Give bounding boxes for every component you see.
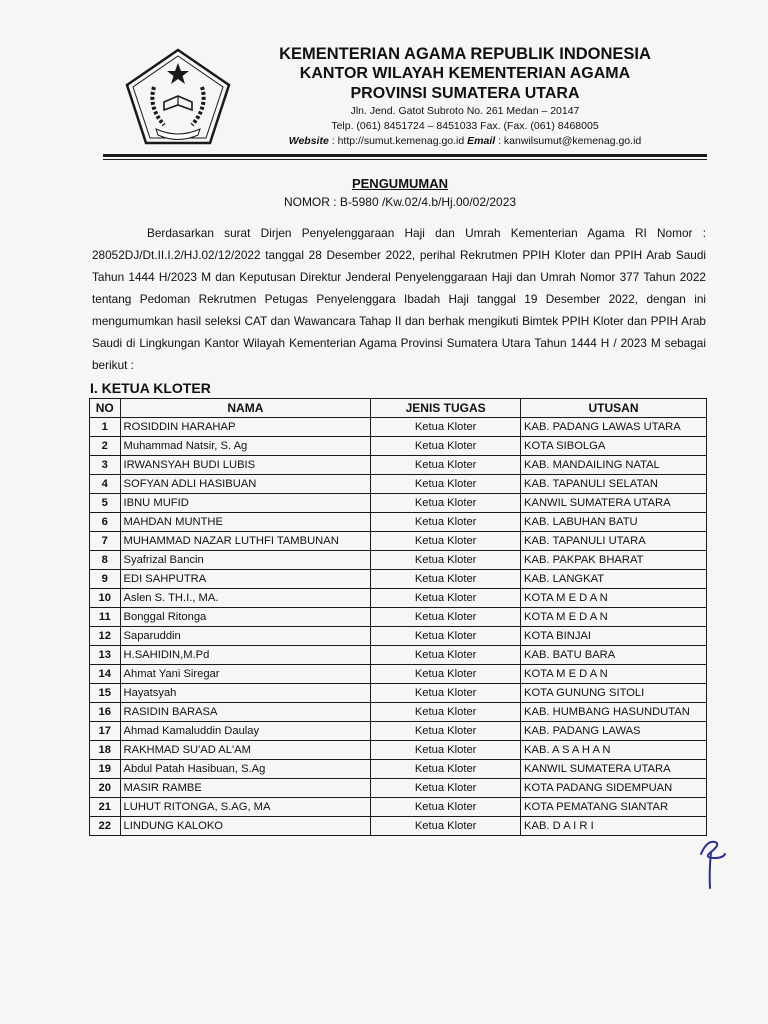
cell-jenis-tugas: Ketua Kloter [371,817,521,836]
ministry-name: KEMENTERIAN AGAMA REPUBLIK INDONESIA [279,45,651,63]
cell-jenis-tugas: Ketua Kloter [371,722,521,741]
cell-nama: ROSIDDIN HARAHAP [120,418,371,437]
table-row [90,703,707,722]
cell-nama: Aslen S. TH.I., MA. [120,589,371,608]
website-url: : http://sumut.kemenag.go.id [331,135,465,147]
table-row [90,627,707,646]
cell-utusan: KOTA PADANG SIDEMPUAN [521,779,707,798]
cell-utusan: KOTA SIBOLGA [521,437,707,456]
cell-utusan: KAB. PAKPAK BHARAT [521,551,707,570]
cell-utusan: KOTA GUNUNG SITOLI [521,684,707,703]
cell-utusan: KAB. PADANG LAWAS [521,722,707,741]
cell-utusan: KAB. TAPANULI UTARA [521,532,707,551]
cell-nama: Abdul Patah Hasibuan, S.Ag [120,760,371,779]
ministry-emblem-icon [124,47,232,147]
table-row [90,646,707,665]
cell-utusan: KAB. MANDAILING NATAL [521,456,707,475]
cell-jenis-tugas: Ketua Kloter [371,703,521,722]
cell-jenis-tugas: Ketua Kloter [371,665,521,684]
cell-utusan: KAB. TAPANULI SELATAN [521,475,707,494]
cell-no: 22 [90,817,121,836]
cell-jenis-tugas: Ketua Kloter [371,494,521,513]
table-row [90,532,707,551]
cell-no: 5 [90,494,121,513]
cell-utusan: KAB. BATU BARA [521,646,707,665]
cell-nama: LINDUNG KALOKO [120,817,371,836]
cell-no: 21 [90,798,121,817]
initial-signature [697,832,729,890]
table-row [90,741,707,760]
cell-utusan: KOTA PEMATANG SIANTAR [521,798,707,817]
table-row [90,456,707,475]
cell-nama: Bonggal Ritonga [120,608,371,627]
cell-utusan: KAB. LANGKAT [521,570,707,589]
cell-no: 9 [90,570,121,589]
cell-nama: Muhammad Natsir, S. Ag [120,437,371,456]
cell-nama: MUHAMMAD NAZAR LUTHFI TAMBUNAN [120,532,371,551]
cell-jenis-tugas: Ketua Kloter [371,456,521,475]
cell-utusan: KAB. D A I R I [521,817,707,836]
email-label: Email [467,135,496,147]
cell-jenis-tugas: Ketua Kloter [371,475,521,494]
cell-no: 18 [90,741,121,760]
table-row [90,475,707,494]
cell-no: 17 [90,722,121,741]
website-label: Website [288,135,329,147]
email-address: : kanwilsumut@kemenag.go.id [498,135,642,147]
office-address: Jln. Jend. Gatot Subroto No. 261 Medan – 20147 [350,105,580,117]
cell-utusan: KOTA M E D A N [521,608,707,627]
cell-jenis-tugas: Ketua Kloter [371,437,521,456]
cell-no: 8 [90,551,121,570]
table-row [90,551,707,570]
cell-no: 16 [90,703,121,722]
cell-nama: RASIDIN BARASA [120,703,371,722]
cell-nama: MASIR RAMBE [120,779,371,798]
cell-jenis-tugas: Ketua Kloter [371,779,521,798]
table-row [90,608,707,627]
cell-nama: H.SAHIDIN,M.Pd [120,646,371,665]
cell-jenis-tugas: Ketua Kloter [371,513,521,532]
section-title: I. KETUA KLOTER [90,380,211,396]
cell-no: 3 [90,456,121,475]
document-title: PENGUMUMAN [351,176,449,191]
cell-nama: LUHUT RITONGA, S.AG, MA [120,798,371,817]
table-row [90,437,707,456]
cell-no: 12 [90,627,121,646]
office-contacts [245,134,685,149]
cell-nama: IBNU MUFID [120,494,371,513]
table-row [90,418,707,437]
cell-nama: Ahmad Kamaluddin Daulay [120,722,371,741]
cell-utusan: KOTA BINJAI [521,627,707,646]
column-header-no: NO [90,399,121,418]
cell-no: 19 [90,760,121,779]
cell-jenis-tugas: Ketua Kloter [371,551,521,570]
table-row [90,589,707,608]
cell-no: 7 [90,532,121,551]
cell-utusan: KAB. PADANG LAWAS UTARA [521,418,707,437]
cell-nama: Hayatsyah [120,684,371,703]
cell-utusan: KOTA M E D A N [521,665,707,684]
cell-nama: MAHDAN MUNTHE [120,513,371,532]
cell-nama: SOFYAN ADLI HASIBUAN [120,475,371,494]
cell-utusan: KOTA M E D A N [521,589,707,608]
cell-no: 2 [90,437,121,456]
office-name: KANTOR WILAYAH KEMENTERIAN AGAMA [299,65,631,82]
letterhead [245,44,685,149]
letterhead-divider-thin [103,159,707,160]
table-header-row [90,399,707,418]
cell-no: 4 [90,475,121,494]
cell-jenis-tugas: Ketua Kloter [371,418,521,437]
cell-no: 6 [90,513,121,532]
table-row [90,684,707,703]
cell-jenis-tugas: Ketua Kloter [371,627,521,646]
cell-no: 13 [90,646,121,665]
table-row [90,760,707,779]
cell-jenis-tugas: Ketua Kloter [371,532,521,551]
cell-utusan: KAB. LABUHAN BATU [521,513,707,532]
cell-nama: RAKHMAD SU'AD AL'AM [120,741,371,760]
cell-nama: Syafrizal Bancin [120,551,371,570]
cell-jenis-tugas: Ketua Kloter [371,798,521,817]
column-header-jenis-tugas: JENIS TUGAS [371,399,521,418]
cell-jenis-tugas: Ketua Kloter [371,570,521,589]
table-row [90,722,707,741]
cell-no: 15 [90,684,121,703]
announcement-body [92,222,706,376]
cell-jenis-tugas: Ketua Kloter [371,608,521,627]
cell-nama: Ahmat Yani Siregar [120,665,371,684]
cell-utusan: KAB. HUMBANG HASUNDUTAN [521,703,707,722]
cell-no: 14 [90,665,121,684]
cell-jenis-tugas: Ketua Kloter [371,646,521,665]
table-row [90,665,707,684]
cell-utusan: KANWIL SUMATERA UTARA [521,760,707,779]
cell-nama: IRWANSYAH BUDI LUBIS [120,456,371,475]
ketua-kloter-table [89,398,707,836]
cell-no: 20 [90,779,121,798]
table-row [90,513,707,532]
document-number: NOMOR : B-5980 /Kw.02/4.b/Hj.00/02/2023 [283,195,517,209]
cell-jenis-tugas: Ketua Kloter [371,589,521,608]
table-row [90,779,707,798]
column-header-utusan: UTUSAN [521,399,707,418]
table-row [90,817,707,836]
cell-no: 1 [90,418,121,437]
table-row [90,570,707,589]
announcement-text: Berdasarkan surat Dirjen Penyelenggaraan Haji dan Umrah Kementerian Agama RI Nomor : 28052DJ/Dt.II.I.2/HJ.02/12/2022 tanggal 28 Desember 2022, perihal Rekrutmen PPIH Kloter dan PPIH Arab Saudi Tahun 1444 H/2023 M dan Keputusan Direktur Jenderal Penyelenggaraan Haji dan Umrah Nomor 377 Tahun 2022 tentang Pedoman Rekrutmen Petugas Penyelenggara Ibadah Haji tanggal 19 Desember 2022, dengan ini mengumumkan hasil seleksi CAT dan Wawancara Tahap II dan berhak mengikuti Bimtek PPIH Kloter dan PPIH Arab Saudi di Lingkungan Kantor Wilayah Kementerian Agama Provinsi Sumatera Utara Tahun 1444 H / 2023 M sebagai berikut : [92,226,706,372]
table-row [90,494,707,513]
cell-jenis-tugas: Ketua Kloter [371,760,521,779]
office-phone: Telp. (061) 8451724 – 8451033 Fax. (Fax. (061) 8468005 [331,120,599,132]
column-header-nama: NAMA [120,399,371,418]
cell-nama: EDI SAHPUTRA [120,570,371,589]
cell-utusan: KAB. A S A H A N [521,741,707,760]
letterhead-divider-thick [103,154,707,157]
cell-utusan: KANWIL SUMATERA UTARA [521,494,707,513]
cell-jenis-tugas: Ketua Kloter [371,684,521,703]
province-name: PROVINSI SUMATERA UTARA [350,85,580,102]
table-row [90,798,707,817]
cell-no: 11 [90,608,121,627]
cell-nama: Saparuddin [120,627,371,646]
cell-jenis-tugas: Ketua Kloter [371,741,521,760]
table-body [90,418,707,836]
cell-no: 10 [90,589,121,608]
